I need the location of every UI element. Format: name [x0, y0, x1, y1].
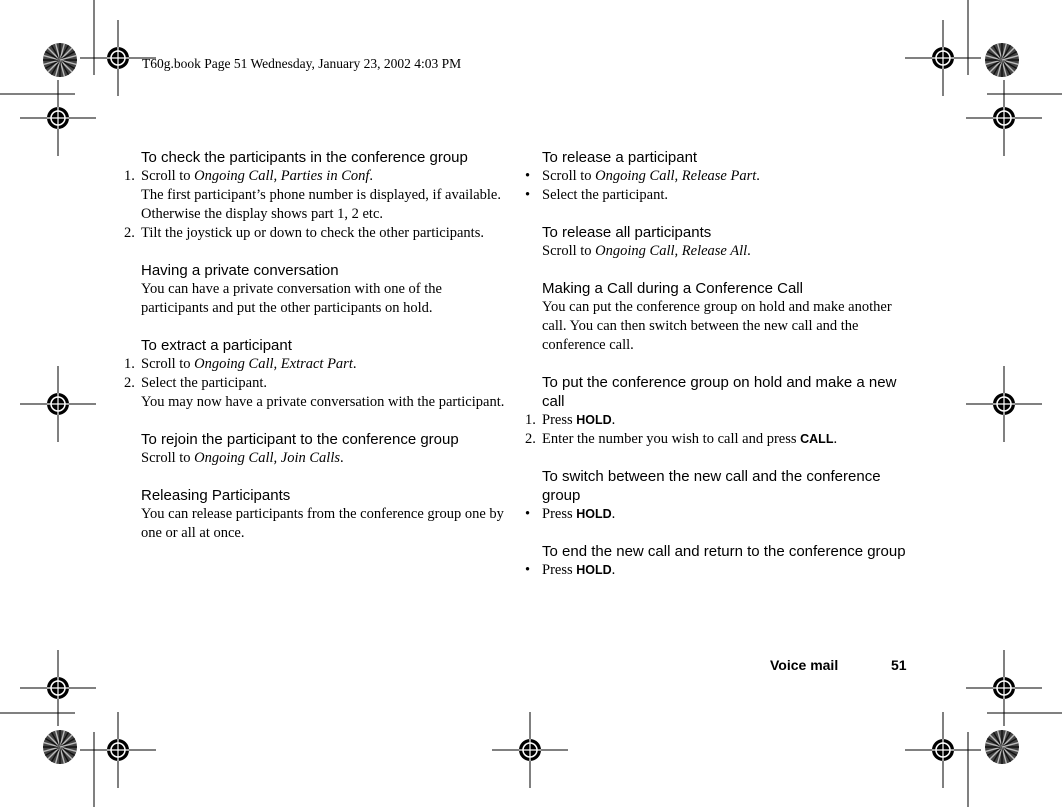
footer-section-title: Voice mail [770, 657, 839, 673]
section-releasing-participants [141, 486, 511, 543]
section-private-conversation [141, 261, 511, 318]
section-release-participant [525, 148, 912, 205]
right-column [525, 148, 912, 598]
registration-crosshair-icon [20, 80, 96, 156]
list-item: 1. Scroll to Ongoing Call, Extract Part. [124, 356, 357, 372]
rejoin-participant-text: Scroll to Ongoing Call, Join Calls. [141, 450, 344, 466]
heading-rejoin-participant: To rejoin the participant to the conference group [141, 431, 459, 448]
list-item: • Press HOLD. [525, 506, 616, 522]
hold-key-label: HOLD [576, 507, 612, 521]
private-conversation-text: You can have a private conversation with one of the participants and put the other participants on hold. [141, 281, 442, 316]
registration-crosshair-icon [905, 712, 981, 788]
section-extract-participant [124, 336, 511, 412]
list-item: 2. Tilt the joystick up or down to check the other participants. [124, 225, 484, 241]
registration-crosshair-icon [966, 366, 1042, 442]
list-item: • Select the participant. [525, 187, 669, 203]
list-item: 2. Enter the number you wish to call and press CALL. [525, 431, 838, 447]
section-end-new-call [525, 542, 912, 580]
heading-check-participants: To check the participants in the conference group [141, 149, 468, 166]
left-column [124, 148, 511, 561]
release-all-text: Scroll to Ongoing Call, Release All. [542, 243, 751, 259]
call-during-conference-text: You can put the conference group on hold and make another call. You can then switch between the new call and the conference call. [542, 299, 892, 353]
registration-starburst-icon [43, 730, 77, 764]
registration-starburst-icon [985, 730, 1019, 764]
heading-end-new-call: To end the new call and return to the conference group [542, 543, 906, 560]
releasing-participants-text: You can release participants from the conference group one by one or all at once. [141, 506, 504, 541]
registration-crosshair-icon [20, 650, 96, 726]
heading-release-all: To release all participants [542, 224, 712, 241]
check-participants-steps [124, 167, 511, 243]
hold-key-label: HOLD [576, 563, 612, 577]
list-item: • Scroll to Ongoing Call, Release Part. [525, 168, 760, 184]
book-header: T60g.book Page 51 Wednesday, January 23, 2002 4:03 PM [142, 56, 462, 71]
release-participant-steps [525, 167, 912, 205]
section-check-participants [124, 148, 511, 243]
heading-releasing-participants: Releasing Participants [141, 487, 291, 504]
end-new-call-steps [525, 561, 912, 580]
registration-crosshair-icon [905, 20, 981, 96]
section-call-during-conference [542, 279, 912, 355]
registration-crosshair-icon [966, 650, 1042, 726]
registration-crosshair-icon [80, 712, 156, 788]
extract-participant-steps [124, 355, 511, 412]
section-release-all [542, 223, 912, 261]
hold-key-label: HOLD [576, 413, 612, 427]
heading-extract-participant: To extract a participant [141, 337, 292, 354]
registration-crosshair-icon [492, 712, 568, 788]
section-switch-calls [525, 467, 912, 524]
registration-crosshair-icon [966, 80, 1042, 156]
list-item: • Press HOLD. [525, 562, 616, 578]
call-key-label: CALL [800, 432, 834, 446]
section-rejoin-participant [141, 430, 511, 468]
registration-starburst-icon [985, 43, 1019, 77]
heading-hold-and-call: To put the conference group on hold and make a new call [542, 374, 897, 410]
list-item: 2. Select the participant. [124, 375, 268, 391]
section-hold-and-call [525, 373, 912, 449]
registration-starburst-icon [43, 43, 77, 77]
hold-and-call-steps [525, 411, 912, 449]
registration-crosshair-icon [20, 366, 96, 442]
list-item: 1. Press HOLD. [525, 412, 616, 428]
heading-switch-calls: To switch between the new call and the conference group [542, 468, 881, 504]
list-item: 1. Scroll to Ongoing Call, Parties in Conf. [124, 168, 374, 184]
heading-private-conversation: Having a private conversation [141, 262, 339, 279]
page-number: 51 [891, 657, 907, 673]
heading-call-during-conference: Making a Call during a Conference Call [542, 280, 803, 297]
list-item: The first participant’s phone number is displayed, if available. Otherwise the display shows part 1, 2 etc. [141, 187, 501, 222]
list-item: You may now have a private conversation with the participant. [141, 394, 505, 410]
switch-calls-steps [525, 505, 912, 524]
heading-release-participant: To release a participant [542, 149, 698, 166]
